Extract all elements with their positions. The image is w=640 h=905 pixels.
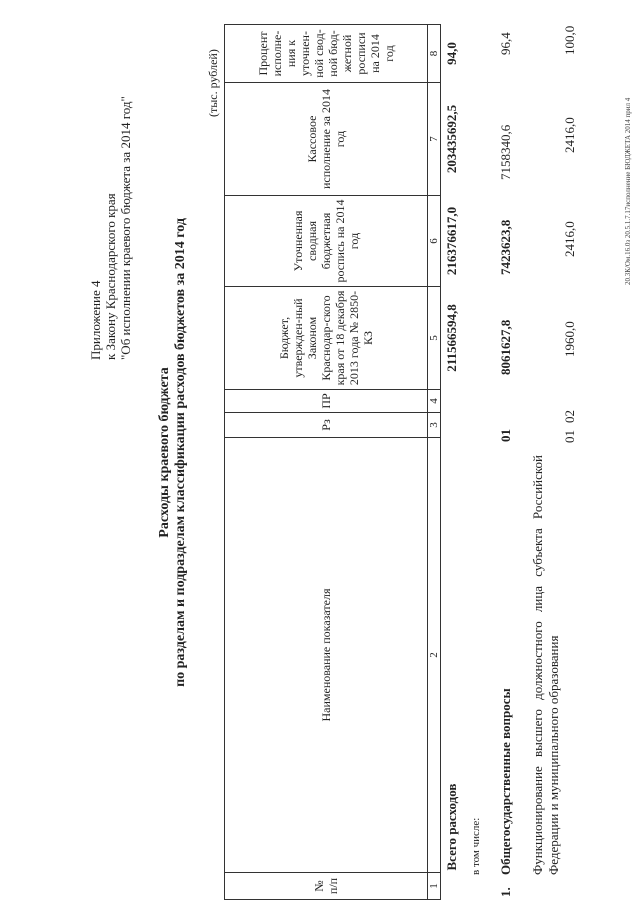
appendix-line-2: к Закону Краснодарского края: [103, 193, 118, 360]
row-1-number: 1.: [498, 887, 513, 897]
including-label: в том числе:: [470, 817, 482, 875]
row-2-revised: 2416,0: [562, 221, 577, 257]
row-1-rz: 01: [498, 429, 513, 442]
col-header-budget: Бюджет, утвержден-ный Законом Краснодар-ского края от 18 декабря 2013 года № 2850-КЗ: [225, 287, 428, 390]
row-2-rz: 01: [562, 430, 577, 443]
column-number-row: [428, 25, 441, 900]
total-budget: 211566594,8: [444, 304, 459, 372]
appendix-line-3: "Об исполнении краевого бюджета за 2014 год": [118, 96, 133, 360]
col-header-pr: ПР: [225, 390, 428, 413]
col-header-revised: Уточненная сводная бюджетная роспись на 2014 год: [225, 196, 428, 287]
document-subtitle: по разделам и подразделам классификации расходов бюджетов за 2014 год: [173, 218, 188, 687]
appendix-line-1: Приложение 4: [88, 280, 103, 360]
document-title: Расходы краевого бюджета: [157, 367, 172, 538]
row-1-revised: 7423623,8: [498, 219, 513, 275]
row-1-pct: 96,4: [498, 32, 513, 55]
col-number: 3: [428, 413, 441, 438]
col-number: 6: [428, 196, 441, 287]
total-revised: 216376617,0: [444, 206, 459, 276]
appendix-header: [88, 96, 133, 360]
units-label: (тыс. рублей): [206, 49, 220, 117]
col-header-pct: Процент исполне-ния к уточнен-ной свод-ной бюд-жетной росписи на 2014 год: [225, 25, 428, 83]
file-path-footer: 20.3К/Ом.16.0з 20.5.1.7.17исполнение БЮДЖЕТА 2014 прил 4: [624, 97, 632, 285]
col-number: 4: [428, 390, 441, 413]
row-2-cash: 2416,0: [562, 117, 577, 153]
expenditure-table: [224, 24, 463, 900]
col-header-name: Наименование показателя: [225, 438, 428, 873]
row-1-budget: 8061627,8: [498, 319, 513, 375]
row-2-pr: 02: [562, 410, 577, 423]
table-row-total: [441, 25, 464, 900]
col-number: 8: [428, 25, 441, 83]
total-label: Всего расходов: [444, 783, 459, 871]
col-number: 2: [428, 438, 441, 873]
row-1-name: Общегосударственные вопросы: [498, 688, 513, 875]
col-header-num: № п/п: [225, 873, 428, 900]
col-header-cash: Кассовое исполнение за 2014 год: [225, 83, 428, 196]
row-2-name: Функционирование высшего должностного лица субъекта Российской Федерации и муниципального образования: [530, 455, 561, 875]
col-header-rz: Рз: [225, 413, 428, 438]
total-pct: 94,0: [444, 42, 459, 65]
row-2-budget: 1960,0: [562, 321, 577, 357]
col-number: 7: [428, 83, 441, 196]
col-number: 5: [428, 287, 441, 390]
total-cash: 203435692,5: [444, 104, 459, 174]
row-2-pct: 100,0: [562, 25, 577, 55]
col-number: 1: [428, 873, 441, 900]
table-header-row: [225, 25, 428, 900]
row-1-cash: 7158340,6: [498, 124, 513, 180]
